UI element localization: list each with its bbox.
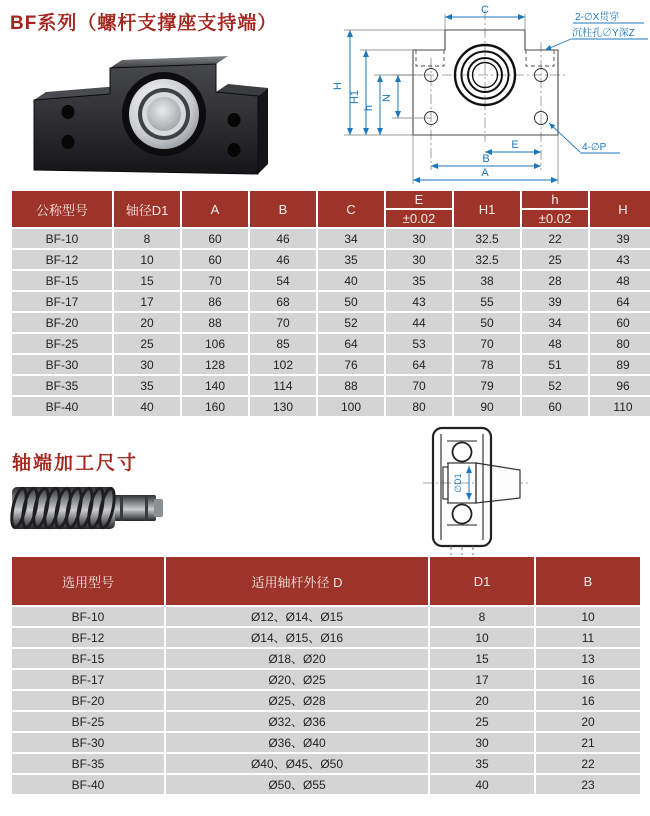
table-cell: 8 [430, 607, 534, 626]
table-cell: BF-15 [12, 649, 164, 668]
table-cell: 102 [250, 355, 316, 374]
table-cell: 79 [454, 376, 520, 395]
column-header: H [590, 191, 650, 227]
table-cell: Ø40、Ø45、Ø50 [166, 754, 428, 773]
table-cell: 20 [536, 712, 640, 731]
table-cell: 70 [454, 334, 520, 353]
bearing-section-drawing [423, 426, 528, 559]
table-cell: 110 [590, 397, 650, 416]
table-cell: BF-10 [12, 229, 112, 248]
table-cell: 25 [430, 712, 534, 731]
table-cell: 30 [430, 733, 534, 752]
table-cell: 46 [250, 250, 316, 269]
table-cell: 35 [386, 271, 452, 290]
table-cell: 53 [386, 334, 452, 353]
dim-label-h: H [332, 82, 344, 90]
table-cell: BF-17 [12, 670, 164, 689]
column-header: 适用轴杆外径 D [166, 557, 428, 605]
table-cell: 78 [454, 355, 520, 374]
callout-counterbore: 沉柱孔∅Y深Z [572, 28, 635, 39]
table-row [12, 355, 650, 374]
table-cell: BF-20 [12, 313, 112, 332]
dim-label-d1: ∅D1 [453, 473, 463, 493]
table-cell: 20 [114, 313, 180, 332]
shaft-selection-table [10, 555, 642, 796]
table-cell: 39 [522, 292, 588, 311]
table-cell: 30 [386, 250, 452, 269]
table-cell: 100 [318, 397, 384, 416]
column-header: E [386, 191, 452, 208]
table-cell: BF-25 [12, 334, 112, 353]
table-row [12, 229, 650, 248]
table-cell: BF-12 [12, 250, 112, 269]
table-cell: 90 [454, 397, 520, 416]
table-cell: 8 [114, 229, 180, 248]
dim-label-c: C [481, 4, 489, 16]
table-cell: 96 [590, 376, 650, 395]
table-cell: Ø18、Ø20 [166, 649, 428, 668]
table-cell: 10 [114, 250, 180, 269]
table-cell: 60 [182, 229, 248, 248]
table-cell: 64 [590, 292, 650, 311]
table-cell: 48 [590, 271, 650, 290]
table-cell: 25 [114, 334, 180, 353]
table-cell: BF-12 [12, 628, 164, 647]
table-cell: 60 [522, 397, 588, 416]
table-cell: BF-40 [12, 397, 112, 416]
dim-label-n: N [381, 94, 393, 102]
table-cell: 54 [250, 271, 316, 290]
table-cell: 80 [386, 397, 452, 416]
table-cell: 70 [182, 271, 248, 290]
table-cell: 55 [454, 292, 520, 311]
table-cell: 16 [536, 691, 640, 710]
table-cell: 76 [318, 355, 384, 374]
table-row [12, 607, 640, 626]
table-cell: 13 [536, 649, 640, 668]
table-cell: 35 [114, 376, 180, 395]
table-cell: 30 [386, 229, 452, 248]
table-cell: 15 [114, 271, 180, 290]
column-header: A [182, 191, 248, 227]
column-header: 选用型号 [12, 557, 164, 605]
table-cell: BF-35 [12, 754, 164, 773]
table-row [12, 628, 640, 647]
table-cell: 60 [182, 250, 248, 269]
table-cell: 64 [386, 355, 452, 374]
table-cell: 21 [536, 733, 640, 752]
table-cell: Ø14、Ø15、Ø16 [166, 628, 428, 647]
table-cell: 34 [522, 313, 588, 332]
table-cell: Ø25、Ø28 [166, 691, 428, 710]
table-cell: 86 [182, 292, 248, 311]
column-header: h [522, 191, 588, 208]
table-cell: 128 [182, 355, 248, 374]
table-row [12, 733, 640, 752]
table-cell: 52 [318, 313, 384, 332]
table-cell: Ø50、Ø55 [166, 775, 428, 794]
callout-through-hole: 2-∅X贯穿 [575, 12, 620, 23]
dimensions-table [10, 189, 650, 418]
table-row [12, 712, 640, 731]
section-title: 轴端加工尺寸 [12, 453, 139, 474]
table-cell: 51 [522, 355, 588, 374]
dim-label-h1: H1 [349, 89, 361, 105]
table-cell: BF-17 [12, 292, 112, 311]
dim-label-a: A [481, 167, 489, 179]
column-header: B [536, 557, 640, 605]
table-cell: 52 [522, 376, 588, 395]
table-cell: 40 [430, 775, 534, 794]
table-cell: 40 [318, 271, 384, 290]
table-cell: 43 [590, 250, 650, 269]
table-row [12, 397, 650, 416]
table-cell: 50 [454, 313, 520, 332]
table-row [12, 775, 640, 794]
column-header: 公称型号 [12, 191, 112, 227]
table-row [12, 334, 650, 353]
table-row [12, 250, 650, 269]
table-cell: 48 [522, 334, 588, 353]
table-row [12, 376, 650, 395]
table-cell: 70 [250, 313, 316, 332]
table-cell: 140 [182, 376, 248, 395]
table-cell: Ø36、Ø40 [166, 733, 428, 752]
table-cell: 32.5 [454, 229, 520, 248]
table-cell: 114 [250, 376, 316, 395]
table-cell: 64 [318, 334, 384, 353]
table-cell: 85 [250, 334, 316, 353]
table-cell: 80 [590, 334, 650, 353]
table-cell: Ø32、Ø36 [166, 712, 428, 731]
table-cell: 22 [536, 754, 640, 773]
table-row [12, 271, 650, 290]
table-cell: 38 [454, 271, 520, 290]
table-cell: 17 [430, 670, 534, 689]
table-cell: 88 [182, 313, 248, 332]
table-cell: 44 [386, 313, 452, 332]
table-cell: BF-30 [12, 733, 164, 752]
column-header: 轴径D1 [114, 191, 180, 227]
dim-label-b: B [482, 153, 490, 165]
dim-label-hsmall: h [363, 104, 375, 112]
table-cell: 32.5 [454, 250, 520, 269]
table-cell: Ø20、Ø25 [166, 670, 428, 689]
table-cell: 34 [318, 229, 384, 248]
table-cell: BF-25 [12, 712, 164, 731]
table-cell: Ø12、Ø14、Ø15 [166, 607, 428, 626]
table-cell: 11 [536, 628, 640, 647]
tolerance-subheader: ±0.02 [386, 210, 452, 227]
table-cell: 10 [430, 628, 534, 647]
callout-4-holes: 4-∅P [582, 142, 607, 153]
table-cell: BF-10 [12, 607, 164, 626]
column-header: H1 [454, 191, 520, 227]
table-cell: 16 [536, 670, 640, 689]
screw-shaft-photo [10, 482, 168, 534]
tolerance-subheader: ±0.02 [522, 210, 588, 227]
table-cell: 106 [182, 334, 248, 353]
table-cell: BF-20 [12, 691, 164, 710]
table-cell: 30 [114, 355, 180, 374]
dim-label-e: E [511, 139, 519, 151]
table-cell: 68 [250, 292, 316, 311]
table-cell: 15 [430, 649, 534, 668]
table-cell: BF-30 [12, 355, 112, 374]
table-cell: 40 [114, 397, 180, 416]
table-cell: 39 [590, 229, 650, 248]
table-cell: BF-15 [12, 271, 112, 290]
column-header: B [250, 191, 316, 227]
table-cell: 130 [250, 397, 316, 416]
table-row [12, 649, 640, 668]
table-cell: 10 [536, 607, 640, 626]
page-title: BF系列（螺杆支撑座支持端） [10, 13, 278, 34]
table-cell: BF-35 [12, 376, 112, 395]
table-row [12, 754, 640, 773]
table-row [12, 691, 640, 710]
table-cell: 35 [318, 250, 384, 269]
table-cell: 17 [114, 292, 180, 311]
table-cell: BF-40 [12, 775, 164, 794]
table-cell: 35 [430, 754, 534, 773]
table-cell: 25 [522, 250, 588, 269]
table-cell: 28 [522, 271, 588, 290]
table-cell: 43 [386, 292, 452, 311]
column-header: D1 [430, 557, 534, 605]
table-cell: 60 [590, 313, 650, 332]
table-cell: 70 [386, 376, 452, 395]
table-cell: 23 [536, 775, 640, 794]
table-row [12, 670, 640, 689]
table-cell: 50 [318, 292, 384, 311]
table-cell: 22 [522, 229, 588, 248]
table-row [12, 313, 650, 332]
table-cell: 20 [430, 691, 534, 710]
table-cell: 46 [250, 229, 316, 248]
bearing-support-photo [18, 38, 303, 190]
table-row [12, 292, 650, 311]
front-view-drawing [328, 2, 650, 188]
table-cell: 160 [182, 397, 248, 416]
column-header: C [318, 191, 384, 227]
table-cell: 89 [590, 355, 650, 374]
table-cell: 88 [318, 376, 384, 395]
